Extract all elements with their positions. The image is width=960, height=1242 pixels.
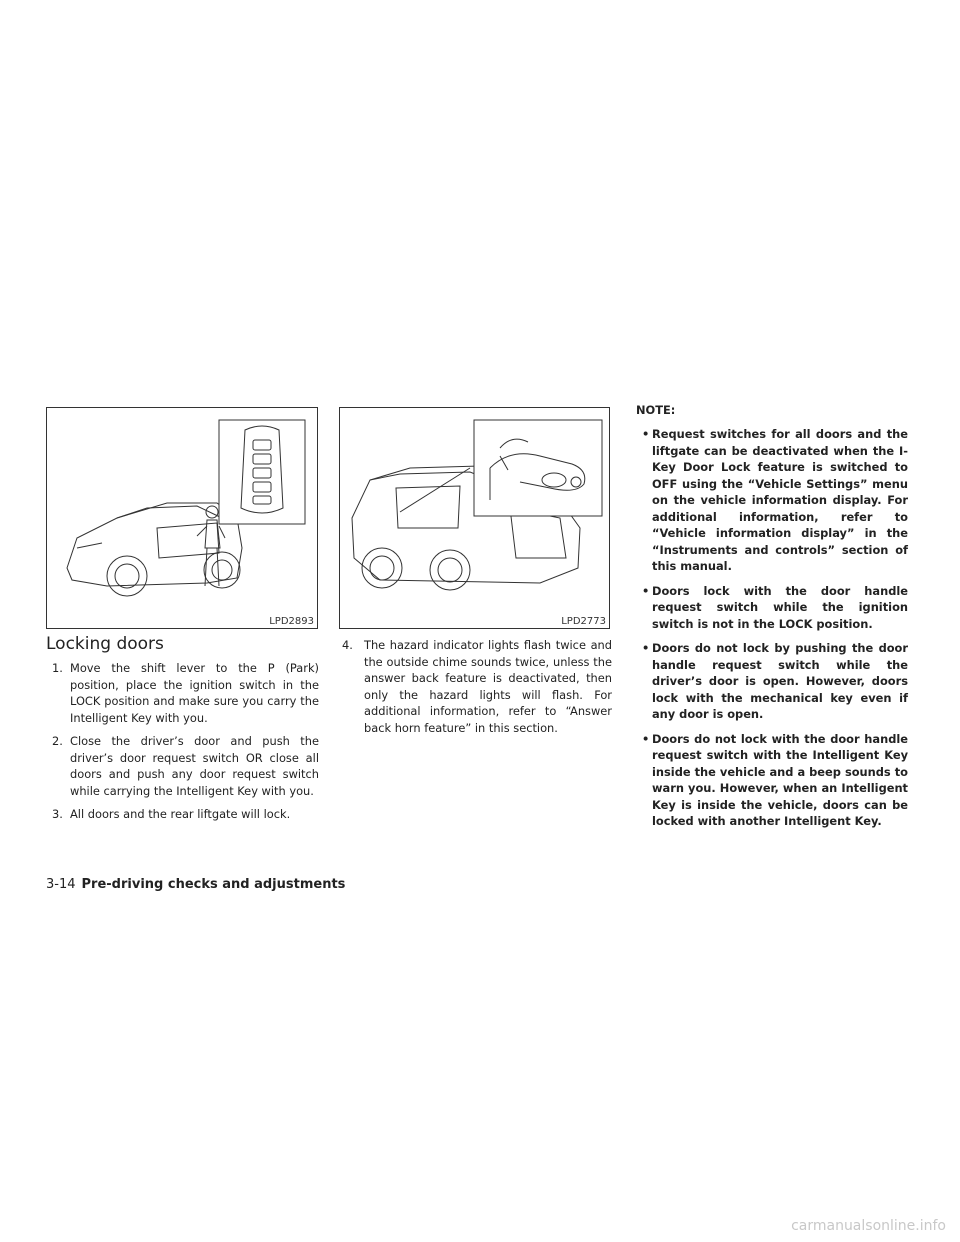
list-item: • Request switches for all doors and the liftgate can be deactivated when the I-Key Door Lock feature is switched to OFF using the “Vehicle Settings” menu on the vehicle information display. For additional information, refer to “Vehicle information display” in the “Instruments and controls” section of this manual. — [642, 427, 908, 573]
page-number: 3-14 — [46, 877, 76, 892]
list-item: • Doors do not lock by pushing the door handle request switch while the driver’s door is open. However, doors lock with the mechanical key even if any door is open. — [642, 641, 908, 721]
steps-list-right — [340, 637, 612, 743]
list-item: 4. The hazard indicator lights flash twice and the outside chime sounds twice, unless the answer back feature is deactivated, then only the hazard lights will flash. For additional information, refer to “Answer back horn feature” in this section. — [342, 638, 612, 735]
list-item: 2. Close the driver’s door and push the driver’s door request switch OR close all doors and push any door request switch while carrying the Intelligent Key with you. — [52, 734, 319, 798]
section-title: Locking doors — [46, 634, 164, 654]
figure-code: LPD2893 — [269, 616, 314, 627]
note-title: NOTE: — [636, 403, 676, 417]
notes-list — [636, 426, 908, 838]
door-handle-illustration — [340, 408, 610, 629]
car-key-illustration — [47, 408, 318, 629]
figure-door-handle — [339, 407, 610, 629]
figure-code: LPD2773 — [561, 616, 606, 627]
steps-list-left — [46, 660, 319, 830]
chapter-title: Pre-driving checks and adjustments — [81, 877, 346, 892]
list-item: • Doors lock with the door handle request switch while the ignition switch is not in the LOCK position. — [642, 583, 908, 631]
figure-locking-car — [46, 407, 318, 629]
page-footer — [46, 877, 345, 892]
watermark: carmanualsonline.info — [791, 1218, 946, 1234]
list-item: • Doors do not lock with the door handle request switch with the Intelligent Key inside the vehicle and a beep sounds to warn you. However, when an Intelligent Key is inside the vehicle, doors can be locked with another Intelligent Key. — [642, 731, 908, 828]
list-item: 3. All doors and the rear liftgate will lock. — [52, 807, 291, 821]
list-item: 1. Move the shift lever to the P (Park) position, place the ignition switch in the LOCK position and make sure you carry the Intelligent Key with you. — [52, 661, 319, 725]
